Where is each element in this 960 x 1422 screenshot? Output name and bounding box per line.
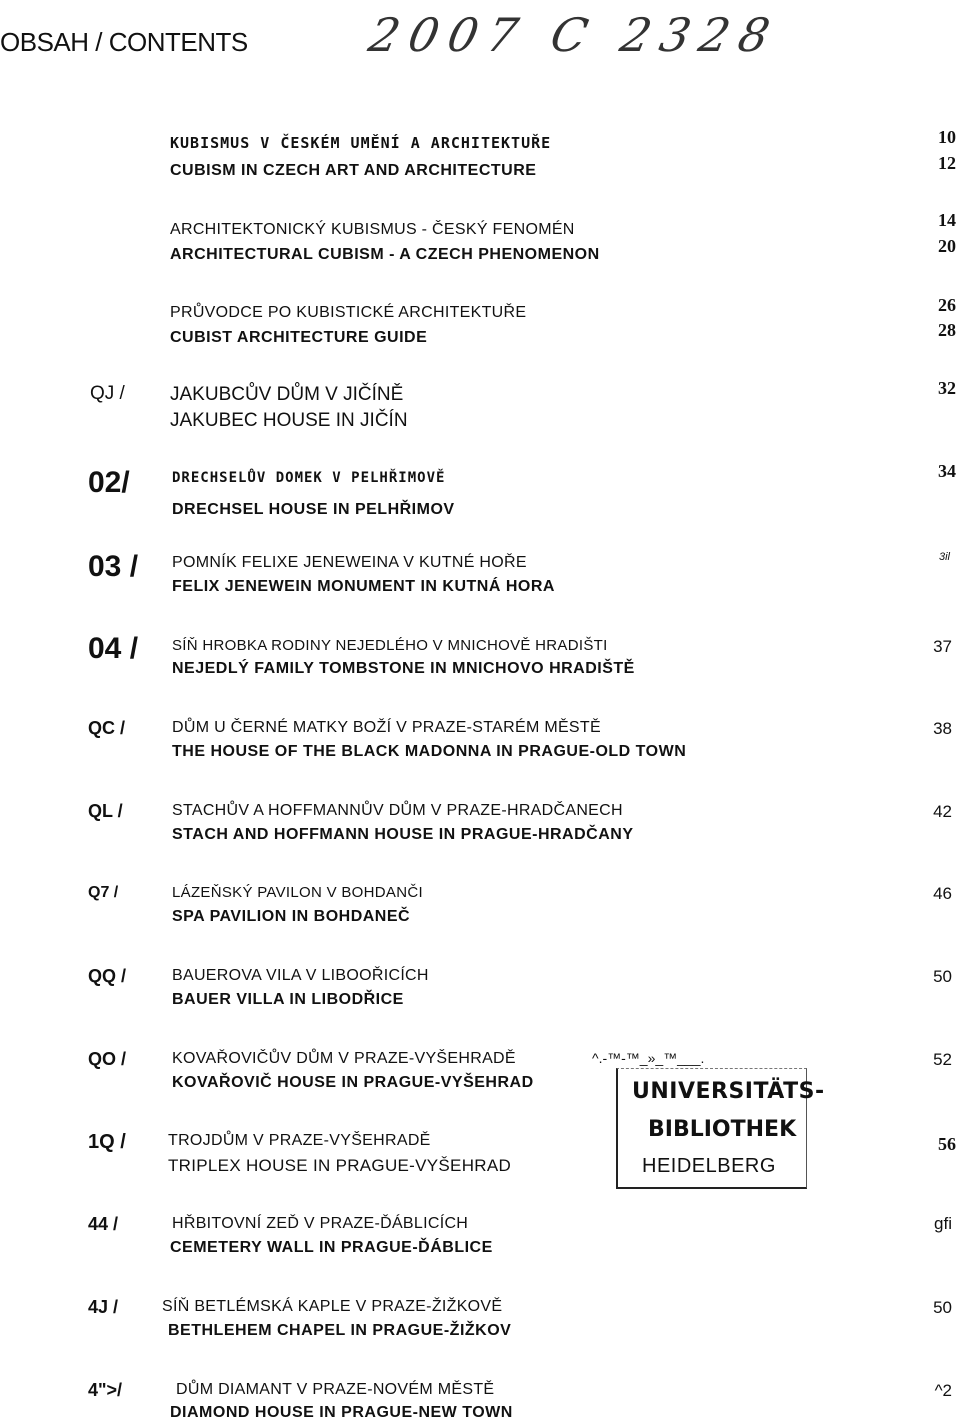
entry-page-cz: 26 [938,295,956,315]
entry-marker: Q7 / [88,884,119,901]
entry-marker: 03 / [88,550,139,583]
entry-marker: 02/ [88,466,130,499]
entry-page-cz: 10 [938,127,956,147]
entry-page-en: 20 [938,236,956,256]
entry-cz-title: DŮM U ČERNÉ MATKY BOŽÍ V PRAZE-STARÉM MĚSTĚ [172,719,601,736]
entry-page: gfi [934,1214,952,1233]
entry-page: ^2 [934,1381,952,1400]
entry-cz-title: LÁZEŇSKÝ PAVILON V BOHDANČI [172,884,423,901]
entry-page-en: 12 [938,153,956,173]
entry-en-title: NEJEDLÝ FAMILY TOMBSTONE IN MNICHOVO HRADIŠTĚ [172,660,635,677]
entry-page-cz: 14 [938,210,956,230]
entry-page: 37 [933,637,952,656]
entry-en-title: BETHLEHEM CHAPEL IN PRAGUE-ŽIŽKOV [168,1322,512,1339]
entry-en-title: JAKUBEC HOUSE IN JIČÍN [170,410,408,431]
stamp-top-line: ^.-™-™_»_™___. [592,1050,705,1066]
entry-en-title: TRIPLEX HOUSE IN PRAGUE-VYŠEHRAD [168,1156,512,1175]
entry-cz-title: SÍŇ HROBKA RODINY NEJEDLÉHO V MNICHOVĚ HRADIŠTI [172,637,608,654]
library-stamp [616,1068,825,1189]
handwritten-shelfmark: 2007 C 2328 [364,8,785,62]
entry-en-title: THE HOUSE OF THE BLACK MADONNA IN PRAGUE-OLD TOWN [172,743,687,760]
entry-marker: QQ / [88,966,127,986]
entry-en-title: BAUER VILLA IN LIBODŘICE [172,991,404,1008]
entry-cz-title: PRŮVODCE PO KUBISTICKÉ ARCHITEKTUŘE [170,304,527,321]
entry-en-title: CUBIST ARCHITECTURE GUIDE [170,329,428,346]
entry-cz-title: HŘBITOVNÍ ZEĎ V PRAZE-ĎÁBLICÍCH [172,1215,469,1232]
entry-cz-title: TROJDŮM V PRAZE-VYŠEHRADĚ [168,1132,431,1149]
entry-page: 42 [933,802,952,821]
entry-page: 38 [933,719,952,738]
entry-cz-title: KOVAŘOVIČŮV DŮM V PRAZE-VYŠEHRADĚ [172,1050,516,1067]
entry-en-title: CEMETERY WALL IN PRAGUE-ĎÁBLICE [170,1239,493,1256]
entry-marker: 1Q / [88,1131,126,1153]
stamp-line-2: BIBLIOTHEK [648,1117,797,1142]
entry-cz-title: SÍŇ BETLÉMSKÁ KAPLE V PRAZE-ŽIŽKOVĚ [162,1298,503,1315]
entry-cz-title: ARCHITEKTONICKÝ KUBISMUS - ČESKÝ FENOMÉN [170,221,575,238]
stamp-line-3: HEIDELBERG [642,1155,776,1177]
entry-page: 34 [938,461,956,481]
entry-marker: 4J / [88,1297,119,1317]
entry-en-title: CUBISM IN CZECH ART AND ARCHITECTURE [170,162,537,179]
entry-cz-title: POMNÍK FELIXE JENEWEINA V KUTNÉ HOŘE [172,554,527,571]
entry-en-title: SPA PAVILION IN BOHDANEČ [172,908,411,925]
entry-cz-title: BAUEROVA VILA V LIBOOŘICÍCH [172,967,429,984]
entry-page: 52 [933,1050,952,1069]
entry-en-title: STACH AND HOFFMANN HOUSE IN PRAGUE-HRADČANY [172,826,634,843]
entry-page-en: 28 [938,320,956,340]
entry-en-title: DRECHSEL HOUSE IN PELHŘIMOV [172,501,455,518]
entry-page: 56 [938,1134,956,1154]
entry-en-title: DIAMOND HOUSE IN PRAGUE-NEW TOWN [170,1404,513,1421]
entry-cz-title: JAKUBCŮV DŮM V JIČÍNĚ [170,384,404,405]
entry-page: 46 [933,884,952,903]
entry-marker: QC / [88,718,126,738]
entry-page: 50 [933,1298,952,1317]
entry-marker: QO / [88,1049,127,1069]
page-title: OBSAH / CONTENTS [0,27,248,58]
entry-marker: 44 / [88,1214,119,1234]
entry-marker: 4">/ [88,1380,123,1400]
entry-marker: 04 / [88,632,139,665]
stamp-line-1: UNIVERSITÄTS- [632,1079,825,1104]
entry-page: 3il [938,551,950,563]
entry-en-title: ARCHITECTURAL CUBISM - A CZECH PHENOMENON [170,246,600,263]
entry-marker: QL / [88,801,123,821]
entry-en-title: FELIX JENEWEIN MONUMENT IN KUTNÁ HORA [172,578,555,595]
entry-en-title: KOVAŘOVIČ HOUSE IN PRAGUE-VYŠEHRAD [172,1074,534,1091]
entry-marker: QJ / [90,383,125,404]
entry-page: 32 [938,378,956,398]
entry-cz-title: KUBISMUS V ČESKÉM UMĚNÍ A ARCHITEKTUŘE [170,134,552,152]
entry-cz-title: DRECHSELŮV DOMEK V PELHŘIMOVĚ [172,470,446,486]
entry-cz-title: DŮM DIAMANT V PRAZE-NOVÉM MĚSTĚ [176,1381,495,1398]
entry-page: 50 [933,967,952,986]
entry-cz-title: STACHŮV A HOFFMANNŮV DŮM V PRAZE-HRADČANECH [172,802,623,819]
